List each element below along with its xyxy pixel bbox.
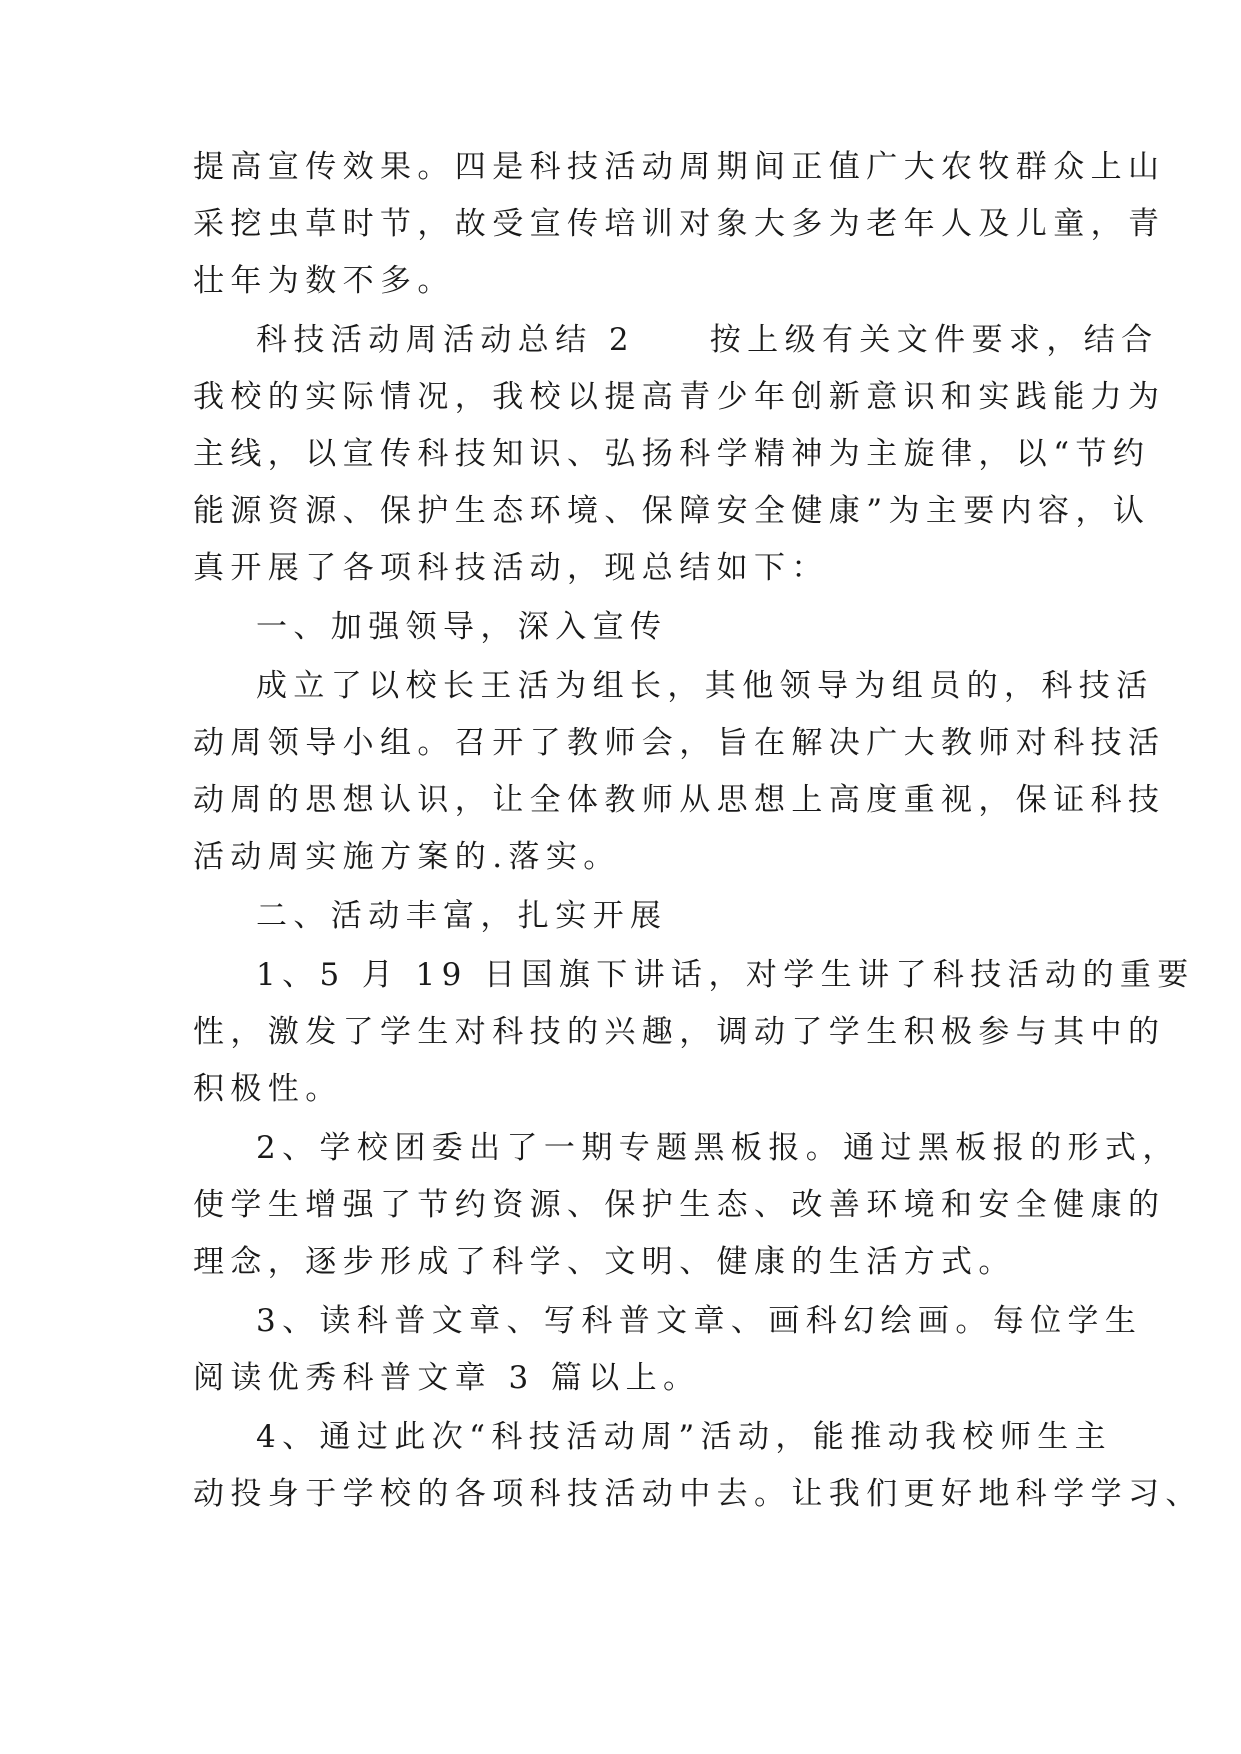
text-line: 成立了以校长王活为组长，其他领导为组员的，科技活 <box>256 668 1154 704</box>
section-heading: 科技活动周活动总结 2 按上级有关文件要求，结合 <box>256 322 1159 358</box>
text-line: 动周领导小组。召开了教师会，旨在解决广大教师对科技活 <box>193 725 1166 761</box>
text-line: 壮年为数不多。 <box>193 263 455 299</box>
section-heading: 一、加强领导，深入宣传 <box>256 609 668 645</box>
text-line: 积极性。 <box>193 1071 343 1107</box>
text-line: 阅读优秀科普文章 3 篇以上。 <box>193 1360 701 1396</box>
text-line: 真开展了各项科技活动，现总结如下： <box>193 550 829 586</box>
text-line: 理念，逐步形成了科学、文明、健康的生活方式。 <box>193 1244 1016 1280</box>
text-line: 活动周实施方案的.落实。 <box>193 839 621 875</box>
text-line: 3、读科普文章、写科普文章、画科幻绘画。每位学生 <box>256 1303 1143 1339</box>
text-line: 主线，以宣传科技知识、弘扬科学精神为主旋律，以“节约 <box>193 436 1151 472</box>
text-line: 2、学校团委出了一期专题黑板报。通过黑板报的形式， <box>256 1130 1180 1166</box>
text-line: 4、通过此次“科技活动周”活动，能推动我校师生主 <box>256 1419 1113 1455</box>
text-line: 采挖虫草时节，故受宣传培训对象大多为老年人及儿童，青 <box>193 206 1166 242</box>
text-line: 性，激发了学生对科技的兴趣，调动了学生积极参与其中的 <box>193 1014 1166 1050</box>
text-line: 提高宣传效果。四是科技活动周期间正值广大农牧群众上山 <box>193 149 1166 185</box>
text-line: 1、5 月 19 日国旗下讲话，对学生讲了科技活动的重要 <box>256 957 1195 993</box>
text-line: 使学生增强了节约资源、保护生态、改善环境和安全健康的 <box>193 1187 1166 1223</box>
text-line: 我校的实际情况，我校以提高青少年创新意识和实践能力为 <box>193 379 1166 415</box>
text-line: 动投身于学校的各项科技活动中去。让我们更好地科学学习、 <box>193 1476 1203 1512</box>
text-line: 动周的思想认识，让全体教师从思想上高度重视，保证科技 <box>193 782 1166 818</box>
text-line: 能源资源、保护生态环境、保障安全健康”为主要内容，认 <box>193 493 1151 529</box>
section-heading: 二、活动丰富，扎实开展 <box>256 898 668 934</box>
